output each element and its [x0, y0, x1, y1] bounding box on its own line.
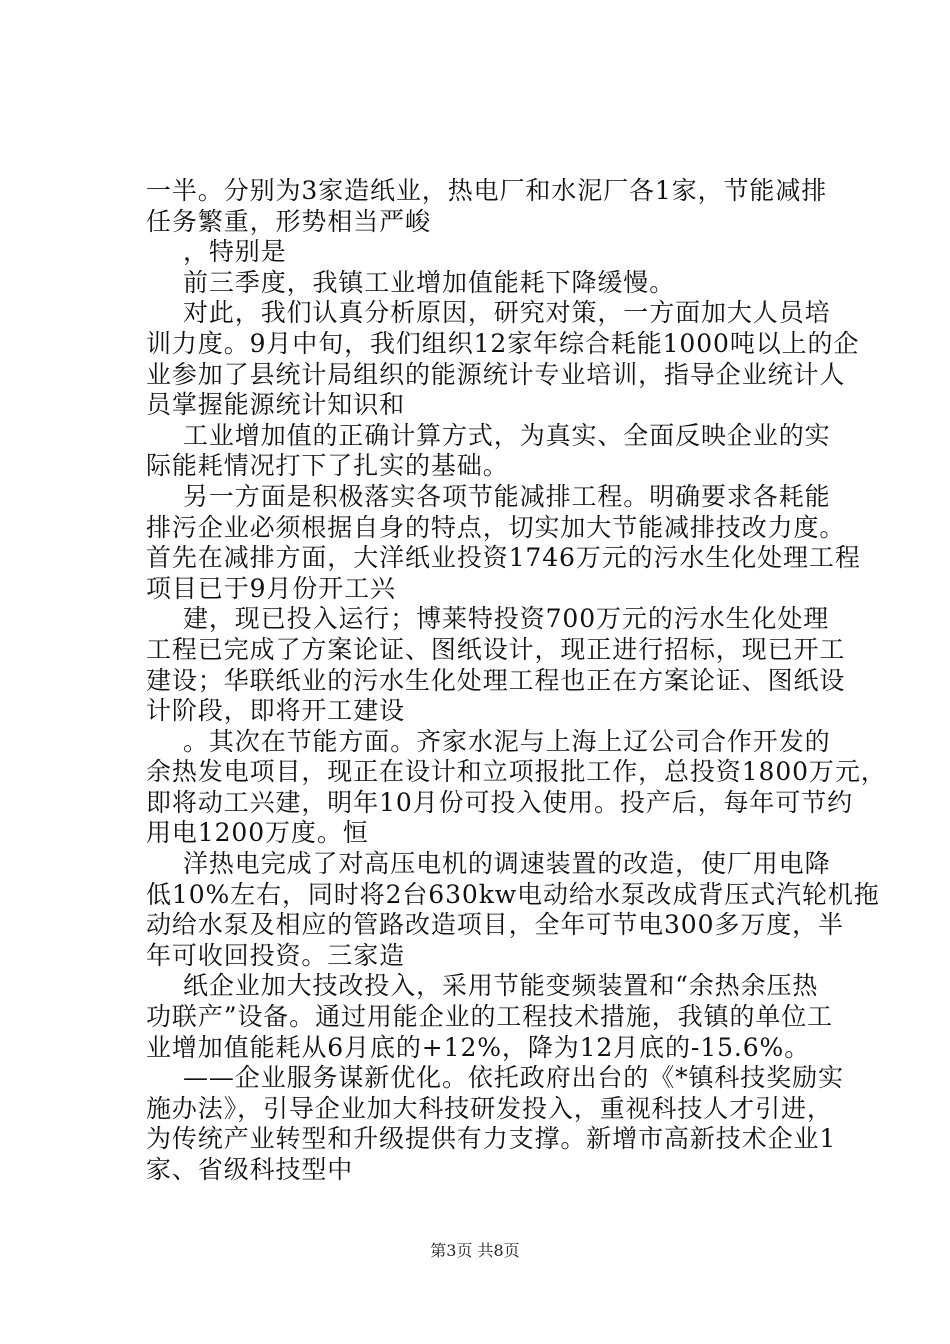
text-line: 际能耗情况打下了扎实的基础。 — [146, 451, 509, 481]
text-line: 一半。分别为3家造纸业，热电厂和水泥厂各1家，节能减排 — [146, 176, 828, 205]
text-line: 年可收回投资。三家造 — [146, 940, 406, 970]
text-line: 动给水泵及相应的管路改造项目，全年可节电300多万度，半 — [146, 910, 844, 940]
text-line: 用电1200万度。恒 — [146, 818, 369, 848]
text-line: 对此，我们认真分析原因，研究对策，一方面加大人员培 — [183, 298, 831, 328]
text-line: 建，现已投入运行；博莱特投资700万元的污水生化处理 — [183, 604, 830, 634]
text-line: 施办法》，引导企业加大科技研发投入，重视科技人才引进， — [146, 1093, 833, 1123]
text-line: 建设；华联纸业的污水生化处理工程也正在方案论证、图纸设 — [146, 665, 846, 695]
text-line: 家、省级科技型中 — [146, 1155, 354, 1184]
page-number-footer: 第3页 共8页 — [430, 1241, 520, 1260]
text-line: 低10%左右，同时将2台630kw电动给水泵改成背压式汽轮机拖 — [146, 879, 880, 909]
text-line: 功联产”设备。通过用能企业的工程技术措施，我镇的单位工 — [146, 1002, 834, 1032]
text-line: 员掌握能源统计知识和 — [146, 390, 406, 420]
text-line: 洋热电完成了对高压电机的调速装置的改造，使厂用电降 — [183, 849, 831, 879]
text-line: 工程已完成了方案论证、图纸设计，现正进行招标，现已开工 — [146, 634, 846, 664]
text-line: 纸企业加大技改投入，采用节能变频装置和“余热余压热 — [183, 971, 819, 1001]
text-line: 排污企业必须根据自身的特点，切实加大节能减排技改力度。 — [146, 512, 846, 542]
text-line: 另一方面是积极落实各项节能减排工程。明确要求各耗能 — [183, 481, 831, 511]
text-line: 工业增加值的正确计算方式，为真实、全面反映企业的实 — [183, 420, 831, 450]
text-line: 即将动工兴建，明年10月份可投入使用。投产后，每年可节约 — [146, 787, 854, 817]
document-body — [146, 176, 887, 1186]
text-line: 余热发电项目，现正在设计和立项报批工作，总投资1800万元， — [146, 757, 887, 787]
text-line: 计阶段，即将开工建设 — [146, 696, 406, 726]
text-line: 。其次在节能方面。齐家水泥与上海上辽公司合作开发的 — [183, 726, 831, 756]
text-line: 训力度。9月中旬，我们组织12家年综合耗能1000吨以上的企 — [146, 328, 860, 358]
text-line: 为传统产业转型和升级提供有力支撑。新增市高新技术企业1 — [146, 1124, 837, 1154]
text-line: 任务繁重，形势相当严峻 — [146, 206, 431, 236]
text-line: 项目已于9月份开工兴 — [146, 573, 396, 603]
text-line: ——企业服务谋新优化。依托政府出台的《*镇科技奖励实 — [183, 1063, 844, 1093]
text-line: ，特别是 — [183, 237, 287, 267]
text-line: 前三季度，我镇工业增加值能耗下降缓慢。 — [183, 267, 676, 297]
text-line: 业参加了县统计局组织的能源统计专业培训，指导企业统计人 — [146, 359, 846, 389]
text-line: 业增加值能耗从6月底的+12%，降为12月底的-15.6%。 — [146, 1032, 811, 1062]
text-line: 首先在减排方面，大洋纸业投资1746万元的污水生化处理工程 — [146, 543, 861, 573]
